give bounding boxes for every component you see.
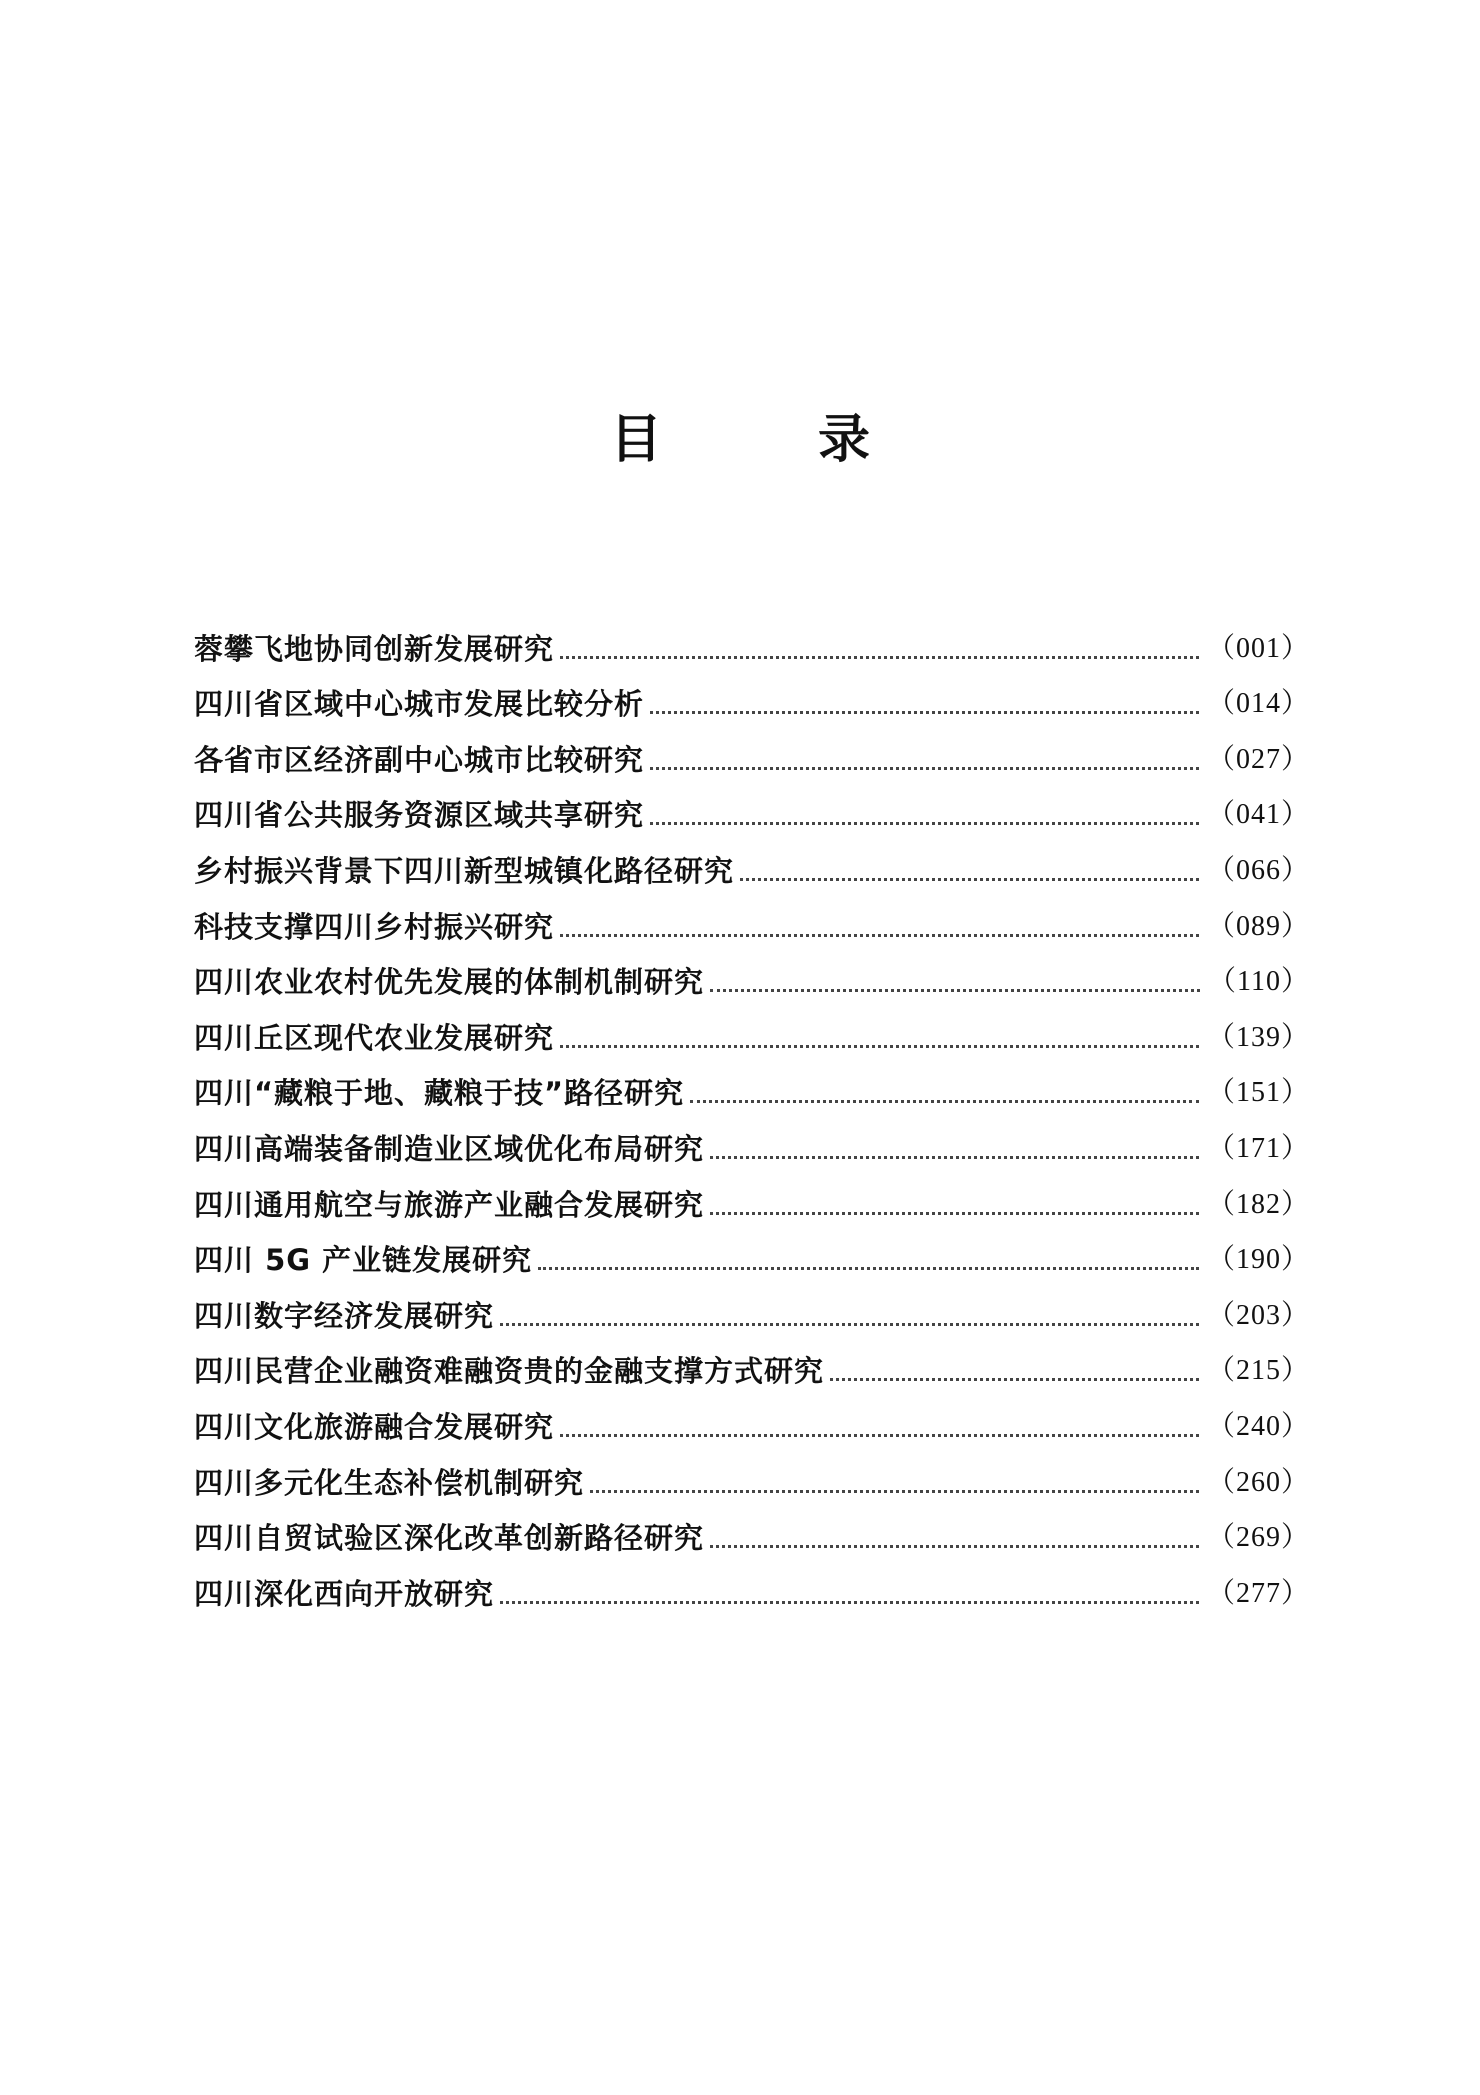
toc-entry[interactable] — [194, 668, 1310, 724]
toc-entry-page: （260） — [1206, 1466, 1310, 1498]
dot-leader — [650, 822, 1199, 825]
toc-entry-page: （066） — [1206, 854, 1310, 886]
dot-leader — [560, 1434, 1199, 1437]
toc-entry-title: 四川高端装备制造业区域优化布局研究 — [194, 1131, 705, 1166]
dot-leader — [560, 1045, 1199, 1048]
dot-leader — [500, 1323, 1199, 1326]
toc-entry[interactable] — [194, 890, 1310, 946]
toc-entry-page: （041） — [1206, 799, 1310, 831]
toc-entry-title: 四川通用航空与旅游产业融合发展研究 — [194, 1187, 705, 1222]
toc-entry-title: 四川省区域中心城市发展比较分析 — [194, 687, 645, 722]
toc-entry[interactable] — [194, 834, 1310, 890]
toc-entry-page: （190） — [1206, 1244, 1310, 1276]
dot-leader — [710, 1545, 1199, 1548]
toc-entry[interactable] — [194, 1335, 1310, 1391]
toc-entry-page: （215） — [1206, 1355, 1310, 1387]
toc-entry-page: （089） — [1206, 910, 1310, 942]
toc-entry-title: 四川丘区现代农业发展研究 — [194, 1020, 555, 1055]
toc-entry-title: 蓉攀飞地协同创新发展研究 — [194, 631, 555, 666]
toc-entry[interactable] — [194, 1502, 1310, 1558]
dot-leader — [710, 1212, 1199, 1215]
toc-entry-page: （203） — [1206, 1299, 1310, 1331]
toc-entry-title: 科技支撑四川乡村振兴研究 — [194, 909, 555, 944]
toc-entry-title: 四川数字经济发展研究 — [194, 1298, 495, 1333]
toc-entry-page: （171） — [1206, 1132, 1310, 1164]
toc-entry-page: （182） — [1206, 1188, 1310, 1220]
dot-leader — [650, 767, 1199, 770]
toc-entry-title: 各省市区经济副中心城市比较研究 — [194, 742, 645, 777]
table-of-contents — [194, 612, 1310, 1613]
toc-entry-page: （277） — [1206, 1577, 1310, 1609]
toc-entry-page: （269） — [1206, 1522, 1310, 1554]
toc-entry-page: （110） — [1208, 966, 1310, 998]
dot-leader — [590, 1490, 1199, 1493]
page-title: 目 录 — [609, 409, 922, 470]
toc-entry[interactable] — [194, 1390, 1310, 1446]
toc-entry-page: （027） — [1206, 743, 1310, 775]
toc-entry-title: 四川民营企业融资难融资贵的金融支撑方式研究 — [194, 1354, 825, 1389]
toc-entry[interactable] — [194, 1224, 1310, 1280]
toc-entry-title: 四川 5G 产业链发展研究 — [194, 1243, 533, 1278]
toc-entry-title: 乡村振兴背景下四川新型城镇化路径研究 — [194, 853, 735, 888]
toc-entry-title: 四川文化旅游融合发展研究 — [194, 1409, 555, 1444]
dot-leader — [500, 1601, 1199, 1604]
toc-entry-page: （139） — [1206, 1021, 1310, 1053]
toc-entry-title: 四川多元化生态补偿机制研究 — [194, 1465, 585, 1500]
dot-leader — [740, 878, 1199, 881]
dot-leader — [650, 711, 1199, 714]
dot-leader — [560, 656, 1199, 659]
dot-leader — [560, 934, 1199, 937]
toc-entry-title: 四川深化西向开放研究 — [194, 1576, 495, 1611]
toc-entry-title: 四川自贸试验区深化改革创新路径研究 — [194, 1521, 705, 1556]
toc-entry[interactable] — [194, 723, 1310, 779]
toc-entry[interactable] — [194, 1057, 1310, 1113]
dot-leader — [690, 1100, 1199, 1103]
toc-entry-page: （014） — [1206, 688, 1310, 720]
toc-entry-page: （240） — [1206, 1410, 1310, 1442]
toc-entry[interactable] — [194, 779, 1310, 835]
toc-entry[interactable] — [194, 946, 1310, 1002]
toc-entry[interactable] — [194, 612, 1310, 668]
toc-entry[interactable] — [194, 1168, 1310, 1224]
dot-leader — [710, 1156, 1199, 1159]
dot-leader — [830, 1378, 1199, 1381]
toc-entry-title: 四川省公共服务资源区域共享研究 — [194, 798, 645, 833]
toc-entry-title: 四川“藏粮于地、藏粮于技”路径研究 — [194, 1076, 685, 1111]
toc-entry-title: 四川农业农村优先发展的体制机制研究 — [194, 965, 705, 1000]
dot-leader — [710, 989, 1200, 992]
toc-entry[interactable] — [194, 1557, 1310, 1613]
toc-entry[interactable] — [194, 1446, 1310, 1502]
toc-entry[interactable] — [194, 1001, 1310, 1057]
toc-entry[interactable] — [194, 1279, 1310, 1335]
toc-entry-page: （001） — [1206, 632, 1310, 664]
toc-entry-page: （151） — [1206, 1077, 1310, 1109]
toc-entry[interactable] — [194, 1112, 1310, 1168]
dot-leader — [538, 1267, 1199, 1270]
